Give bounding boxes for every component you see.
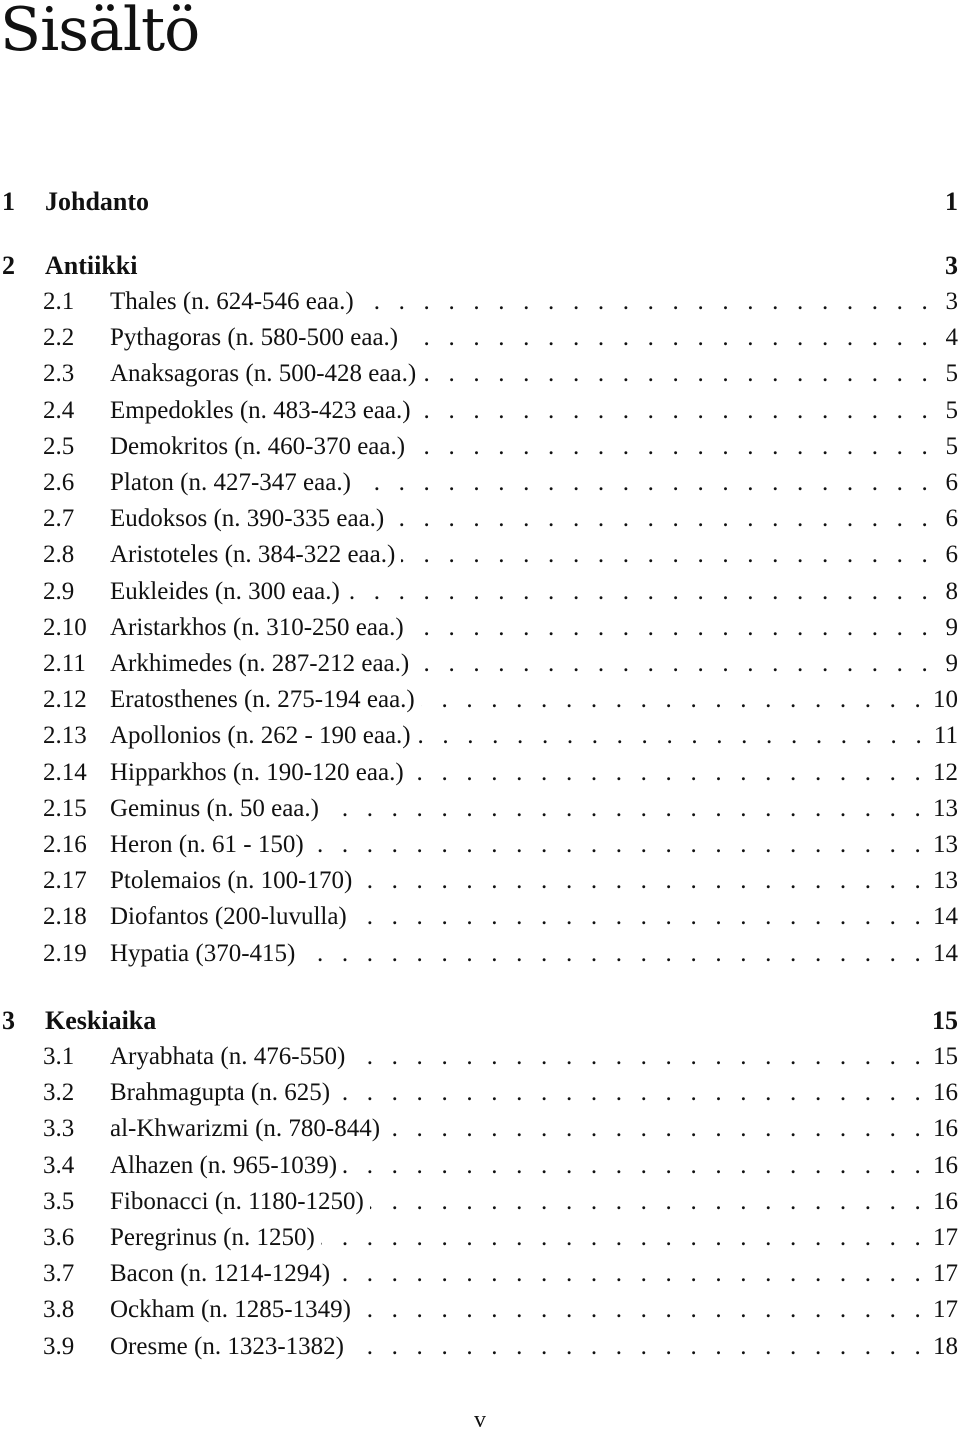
dot-leader <box>411 431 940 463</box>
section-title: Empedokles (n. 483-423 eaa.) <box>110 397 411 424</box>
section-title: Peregrinus (n. 1250) <box>110 1224 315 1251</box>
section-title: Anaksagoras (n. 500-428 eaa.) <box>110 360 417 387</box>
section-page-number: 16 <box>933 1152 958 1179</box>
section-number: 2.11 <box>43 650 86 677</box>
section-number: 3.8 <box>43 1296 75 1323</box>
dot-leader <box>336 1258 933 1290</box>
section-page-number: 3 <box>945 288 958 315</box>
section-page-number: 13 <box>933 795 958 822</box>
toc-section-row[interactable] <box>0 793 958 825</box>
dot-leader <box>301 938 933 970</box>
section-number: 2.14 <box>43 759 87 786</box>
chapter-number: 1 <box>2 187 15 216</box>
toc-chapter-row[interactable] <box>0 186 958 218</box>
toc-section-row[interactable] <box>0 1222 958 1254</box>
section-page-number: 16 <box>933 1079 958 1106</box>
section-number: 2.13 <box>43 722 87 749</box>
section-number: 3.5 <box>43 1188 75 1215</box>
section-number: 3.4 <box>43 1152 75 1179</box>
chapter-title: Keskiaika <box>45 1006 157 1035</box>
page-title: Sisältö <box>0 0 200 65</box>
dot-leader <box>350 1331 933 1363</box>
section-title: Diofantos (200-luvulla) <box>110 903 347 930</box>
section-title: Fibonacci (n. 1180-1250) <box>110 1188 364 1215</box>
section-number: 2.15 <box>43 795 87 822</box>
dot-leader <box>321 1222 933 1254</box>
section-title: Bacon (n. 1214-1294) <box>110 1260 331 1287</box>
section-title: Brahmagupta (n. 625) <box>110 1079 331 1106</box>
dot-leader <box>351 1041 933 1073</box>
section-title: Eratosthenes (n. 275-194 eaa.) <box>110 686 415 713</box>
toc-section-row[interactable] <box>0 901 958 933</box>
chapter-page-number: 1 <box>945 187 958 216</box>
toc-section-row[interactable] <box>0 1331 958 1363</box>
toc-section-row[interactable] <box>0 938 958 970</box>
section-title: Hipparkhos (n. 190-120 eaa.) <box>110 759 404 786</box>
section-number: 3.3 <box>43 1115 75 1142</box>
section-title: Aristarkhos (n. 310-250 eaa.) <box>110 614 404 641</box>
section-title: Ockham (n. 1285-1349) <box>110 1296 351 1323</box>
section-title: Oresme (n. 1323-1382) <box>110 1333 344 1360</box>
section-page-number: 4 <box>945 324 958 351</box>
section-number: 2.1 <box>43 288 75 315</box>
dot-leader <box>346 576 940 608</box>
toc-section-row[interactable] <box>0 286 958 318</box>
section-number: 2.17 <box>43 867 87 894</box>
dot-leader <box>417 395 940 427</box>
section-page-number: 16 <box>933 1115 958 1142</box>
section-page-number: 17 <box>933 1260 958 1287</box>
section-title: Platon (n. 427-347 eaa.) <box>110 469 351 496</box>
section-page-number: 6 <box>945 469 958 496</box>
chapter-title: Antiikki <box>45 251 138 280</box>
toc-section-row[interactable] <box>0 395 958 427</box>
toc-section-row[interactable] <box>0 829 958 861</box>
dot-leader <box>417 720 934 752</box>
section-title: Heron (n. 61 - 150) <box>110 831 304 858</box>
section-title: Aristoteles (n. 384-322 eaa.) <box>110 541 396 568</box>
section-title: Pythagoras (n. 580-500 eaa.) <box>110 324 399 351</box>
section-page-number: 6 <box>945 541 958 568</box>
toc-section-row[interactable] <box>0 358 958 390</box>
section-page-number: 16 <box>933 1188 958 1215</box>
toc-section-row[interactable] <box>0 1294 958 1326</box>
toc-section-row[interactable] <box>0 720 958 752</box>
section-number: 2.8 <box>43 541 75 568</box>
toc-section-row[interactable] <box>0 684 958 716</box>
dot-leader <box>343 1150 933 1182</box>
section-page-number: 14 <box>933 940 958 967</box>
toc-section-row[interactable] <box>0 1150 958 1182</box>
page-number: v <box>474 1407 486 1433</box>
toc-section-row[interactable] <box>0 648 958 680</box>
dot-leader <box>421 684 933 716</box>
dot-leader <box>325 793 933 825</box>
section-page-number: 13 <box>933 831 958 858</box>
toc-section-row[interactable] <box>0 1041 958 1073</box>
section-title: Apollonios (n. 262 - 190 eaa.) <box>110 722 411 749</box>
section-title: Demokritos (n. 460-370 eaa.) <box>110 433 406 460</box>
section-title: Geminus (n. 50 eaa.) <box>110 795 319 822</box>
section-title: Ptolemaios (n. 100-170) <box>110 867 353 894</box>
section-number: 2.9 <box>43 578 75 605</box>
section-page-number: 9 <box>945 614 958 641</box>
dot-leader <box>386 1113 933 1145</box>
dot-leader <box>422 358 940 390</box>
dot-leader <box>370 1186 933 1218</box>
section-number: 2.7 <box>43 505 75 532</box>
dot-leader <box>357 467 940 499</box>
chapter-page-number: 3 <box>945 251 958 280</box>
section-title: Alhazen (n. 965-1039) <box>110 1152 338 1179</box>
dot-leader <box>401 539 940 571</box>
section-page-number: 5 <box>945 433 958 460</box>
section-number: 3.9 <box>43 1333 75 1360</box>
chapter-number: 3 <box>2 1006 15 1035</box>
section-page-number: 11 <box>933 722 958 749</box>
section-page-number: 13 <box>933 867 958 894</box>
toc-section-row[interactable] <box>0 865 958 897</box>
section-page-number: 10 <box>933 686 958 713</box>
section-title: Hypatia (370-415) <box>110 940 296 967</box>
section-number: 3.7 <box>43 1260 75 1287</box>
dot-leader <box>310 829 933 861</box>
section-number: 2.2 <box>43 324 75 351</box>
section-number: 3.2 <box>43 1079 75 1106</box>
section-number: 2.10 <box>43 614 87 641</box>
dot-leader <box>404 322 940 354</box>
section-page-number: 17 <box>933 1296 958 1323</box>
toc-chapter-row[interactable] <box>0 1005 958 1037</box>
section-page-number: 9 <box>945 650 958 677</box>
toc-section-row[interactable] <box>0 503 958 535</box>
toc-section-row[interactable] <box>0 1186 958 1218</box>
dot-leader <box>336 1077 933 1109</box>
toc-section-row[interactable] <box>0 1258 958 1290</box>
section-page-number: 6 <box>945 505 958 532</box>
toc-section-row[interactable] <box>0 1077 958 1109</box>
toc-section-row[interactable] <box>0 1113 958 1145</box>
dot-leader <box>415 648 940 680</box>
section-number: 2.6 <box>43 469 75 496</box>
section-page-number: 8 <box>945 578 958 605</box>
chapter-title: Johdanto <box>45 187 150 216</box>
section-page-number: 5 <box>945 360 958 387</box>
dot-leader <box>358 865 933 897</box>
section-title: Eudoksos (n. 390-335 eaa.) <box>110 505 385 532</box>
section-page-number: 14 <box>933 903 958 930</box>
toc-section-row[interactable] <box>0 322 958 354</box>
section-page-number: 18 <box>933 1333 958 1360</box>
toc-section-row[interactable] <box>0 612 958 644</box>
section-number: 2.12 <box>43 686 87 713</box>
dot-leader <box>357 1294 933 1326</box>
toc-section-row[interactable] <box>0 467 958 499</box>
section-page-number: 17 <box>933 1224 958 1251</box>
chapter-number: 2 <box>2 251 15 280</box>
dot-leader <box>353 901 933 933</box>
section-title: Thales (n. 624-546 eaa.) <box>110 288 354 315</box>
section-number: 2.4 <box>43 397 75 424</box>
section-title: Arkhimedes (n. 287-212 eaa.) <box>110 650 410 677</box>
section-title: Aryabhata (n. 476-550) <box>110 1043 346 1070</box>
toc-chapter-row[interactable] <box>0 250 958 282</box>
section-page-number: 5 <box>945 397 958 424</box>
toc-section-row[interactable] <box>0 431 958 463</box>
section-number: 2.19 <box>43 940 87 967</box>
section-title: al-Khwarizmi (n. 780-844) <box>110 1115 381 1142</box>
section-page-number: 15 <box>933 1043 958 1070</box>
section-number: 3.6 <box>43 1224 75 1251</box>
toc-section-row[interactable] <box>0 757 958 789</box>
section-number: 2.3 <box>43 360 75 387</box>
toc-section-row[interactable] <box>0 576 958 608</box>
dot-leader <box>410 757 933 789</box>
section-number: 2.5 <box>43 433 75 460</box>
section-number: 2.16 <box>43 831 87 858</box>
section-number: 2.18 <box>43 903 87 930</box>
dot-leader <box>390 503 940 535</box>
chapter-page-number: 15 <box>932 1006 958 1035</box>
section-page-number: 12 <box>933 759 958 786</box>
toc-section-row[interactable] <box>0 539 958 571</box>
dot-leader <box>410 612 940 644</box>
dot-leader <box>360 286 940 318</box>
section-number: 3.1 <box>43 1043 75 1070</box>
section-title: Eukleides (n. 300 eaa.) <box>110 578 340 605</box>
